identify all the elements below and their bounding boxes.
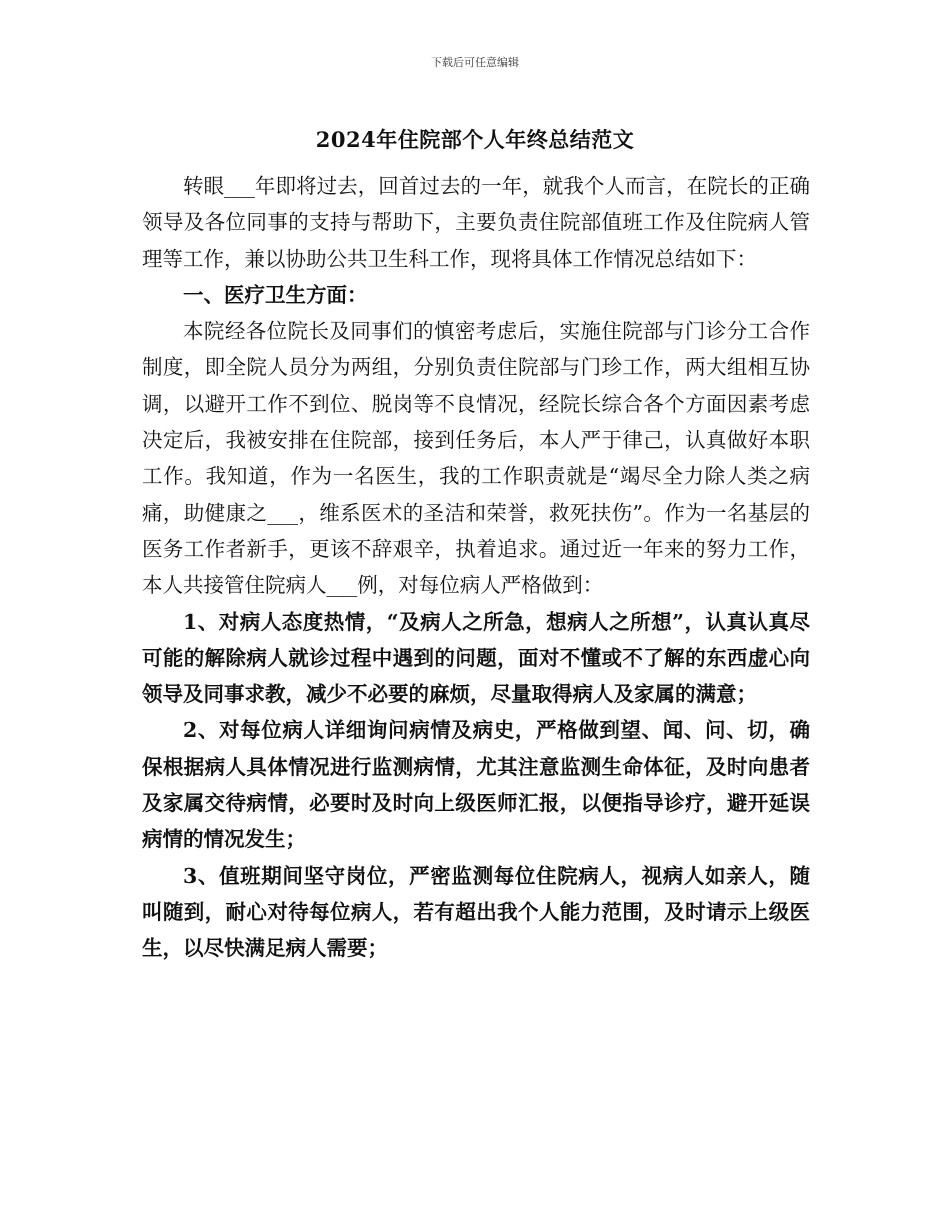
paragraph-medical-work: 本院经各位院长及同事们的慎密考虑后，实施住院部与门诊分工合作制度，即全院人员分为两组，分别负责住院部与门珍工作，两大组相互协调，以避开工作不到位、脱岗等不良情况，经院长综合各个方面因素考虑决定后，我被安排在住院部，接到任务后，本人严于律己，认真做好本职工作。我知道，作为一名医生，我的工作职责就是“竭尽全力除人类之病痛，助健康之___，维系医术的圣洁和荣誉，救死扶伤”。作为一名基层的医务工作者新手，更该不辞艰辛，执着追求。通过近一年来的努力工作，本人共接管住院病人___例，对每位病人严格做到： xyxy=(142,319,810,598)
section-heading-medical: 一、医疗卫生方面： xyxy=(183,282,368,307)
list-item-1: 1、对病人态度热情，“及病人之所急，想病人之所想”，认真认真尽可能的解除病人就诊过程中遇到的问题，面对不懂或不了解的东西虚心向领导及同事求教，减少不必要的麻烦，尽量取得病人及家属的满意； xyxy=(142,609,810,707)
document-title: 2024年住院部个人年终总结范文 xyxy=(315,127,635,152)
header-note: 下载后可任意编辑 xyxy=(431,56,519,69)
document-body xyxy=(142,168,810,967)
list-item-2: 2、对每位病人详细询问病情及病史，严格做到望、闻、问、切，确保根据病人具体情况进行监测病情，尤其注意监测生命体征，及时向患者及家属交待病情，必要时及时向上级医师汇报，以便指导诊疗，避开延误病情的情况发生； xyxy=(142,718,810,852)
paragraph-intro: 转眼___年即将过去，回首过去的一年，就我个人而言，在院长的正确领导及各位同事的支持与帮助下，主要负责住院部值班工作及住院病人管理等工作，兼以协助公共卫生科工作，现将具体工作情况总结如下： xyxy=(142,174,810,271)
list-item-3: 3、值班期间坚守岗位，严密监测每位住院病人，视病人如亲人，随叫随到，耐心对待每位病人，若有超出我个人能力范围，及时请示上级医生，以尽快满足病人需要； xyxy=(142,863,810,961)
